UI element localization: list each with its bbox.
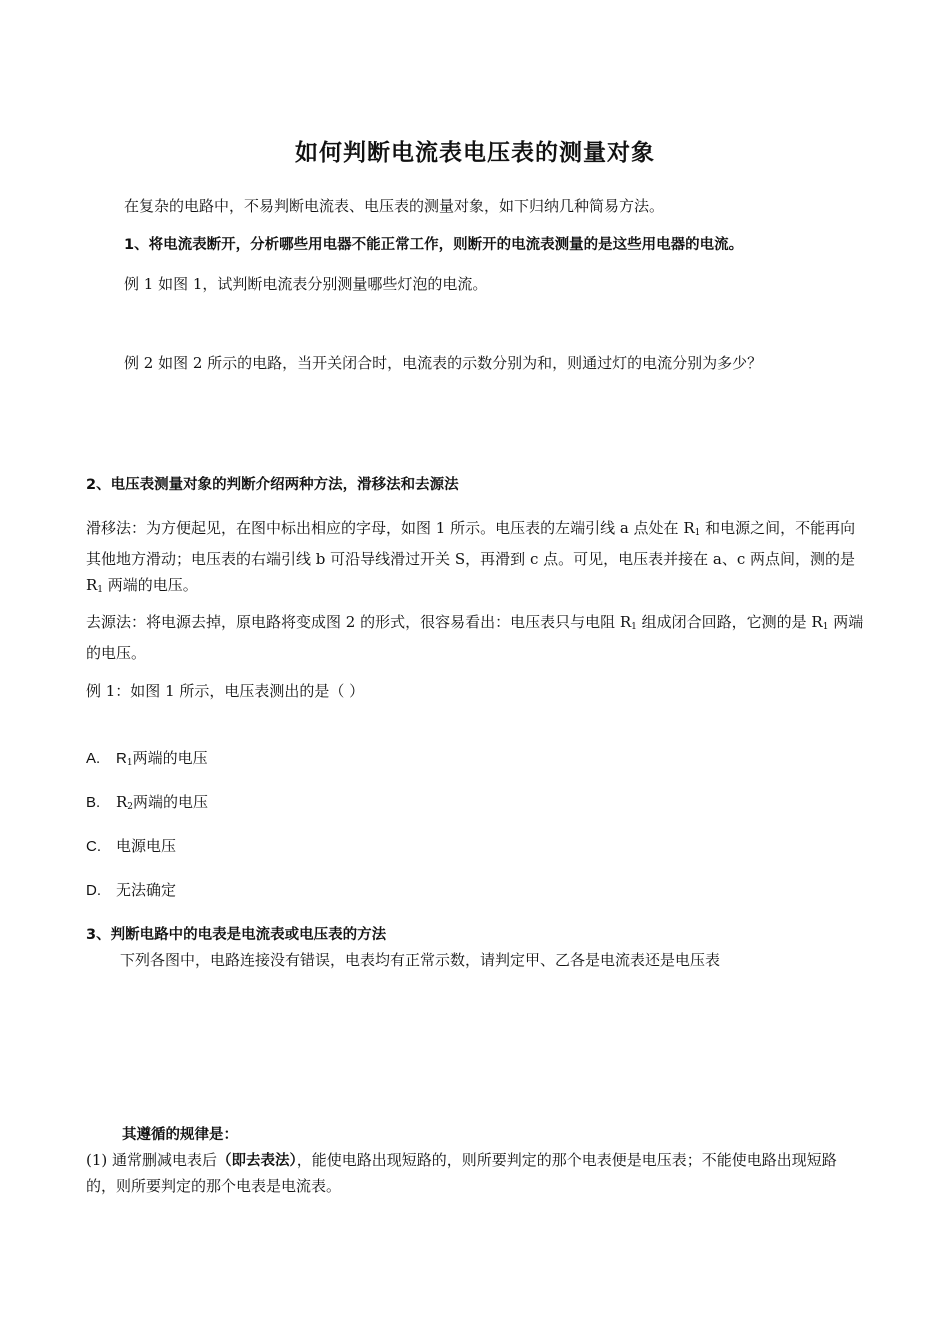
slide-text-c: 两端的电压。	[103, 576, 198, 594]
source-text-c: 两端的电压。	[86, 613, 864, 662]
option-letter: C.	[86, 838, 101, 855]
option-letter: A.	[86, 750, 101, 767]
section2-heading: 2、电压表测量对象的判断介绍两种方法，滑移法和去源法	[86, 477, 459, 493]
example2-text: 例 2 如图 2 所示的电路，当开关闭合时，电流表的示数分别为和，则通过灯的电流分别为多少？	[124, 354, 763, 372]
section1-heading: 1、将电流表断开，分析哪些用电器不能正常工作，则断开的电流表测量的是这些用电器的电流。	[124, 237, 744, 253]
slide-method-paragraph	[86, 515, 864, 603]
source-text-b: 组成闭合回路，它测的是 R	[636, 613, 823, 631]
intro-text: 在复杂的电路中，不易判断电流表、电压表的测量对象，如下归纳几种简易方法。	[124, 197, 665, 215]
source-text-a: 去源法：将电源去掉，原电路将变成图 2 的形式，很容易看出：电压表只与电阻 R	[86, 613, 632, 631]
option-d	[86, 879, 864, 902]
source-subscript-1: 1	[631, 622, 637, 632]
page-title: 如何判断电流表电压表的测量对象	[295, 140, 655, 166]
question-text: 例 1：如图 1 所示，电压表测出的是（ ）	[86, 682, 365, 700]
option-text: 两端的电压	[133, 793, 209, 811]
rule-heading: 其遵循的规律是：	[122, 1127, 238, 1143]
example1-text: 例 1 如图 1，试判断电流表分别测量哪些灯泡的电流。	[124, 275, 488, 293]
slide-text-a: 滑移法：为方便起见，在图中标出相应的字母，如图 1 所示。电压表的左端引线 a 点处在 R	[86, 519, 695, 537]
option-c	[86, 835, 864, 858]
option-subscript: 2	[127, 802, 134, 812]
option-a	[86, 747, 864, 774]
section3-heading: 3、判断电路中的电表是电流表或电压表的方法	[86, 927, 387, 943]
option-b	[86, 791, 864, 818]
rule1-text-a: (1) 通常删减电表后	[86, 1151, 218, 1169]
rule1-text-b: ，能使电路出现短路的，则所要判定的那个电表便是电压表；不能使电路出现短路的，则所要判定的那个电表是电流表。	[86, 1151, 837, 1195]
slide-subscript-2: 1	[97, 585, 104, 595]
source-method-paragraph	[86, 609, 864, 666]
option-subscript: 1	[126, 758, 133, 768]
rule1-paragraph	[86, 1148, 864, 1199]
source-subscript-2: 1	[822, 622, 829, 632]
section3-text: 下列各图中，电路连接没有错误，电表均有正常示数，请判定甲、乙各是电流表还是电压表	[120, 951, 721, 969]
option-r: R	[116, 750, 127, 767]
rule1-bold-text: （即去表法）	[217, 1153, 297, 1169]
option-text: 电源电压	[116, 837, 177, 855]
slide-subscript-1: 1	[694, 528, 701, 538]
option-letter: B.	[86, 794, 101, 811]
option-text: 两端的电压	[132, 749, 208, 767]
slide-text-b: 和电源之间，不能再向其他地方滑动；电压表的右端引线 b 可沿导线滑过开关 S，再滑到 c 点。可见，电压表并接在 a、c 两点间，测的是 R	[86, 519, 856, 594]
option-text: 无法确定	[116, 881, 177, 899]
option-r: R	[116, 793, 128, 811]
option-letter: D.	[86, 882, 101, 899]
